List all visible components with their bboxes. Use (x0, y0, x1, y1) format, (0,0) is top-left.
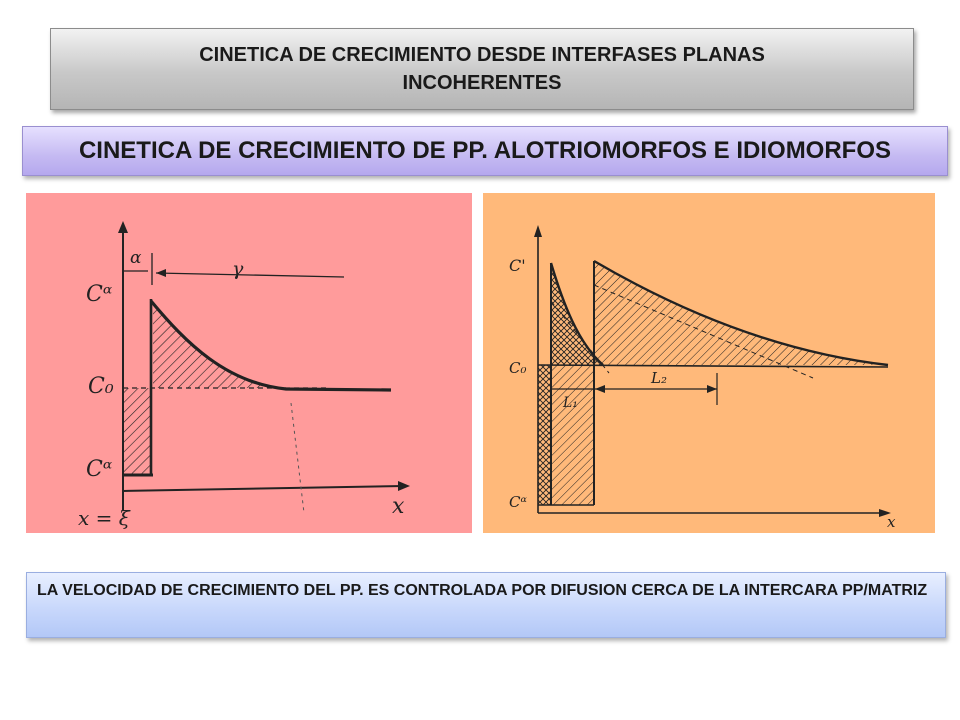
title-banner (50, 28, 914, 110)
label-c0: C₀ (509, 359, 527, 377)
right-diagram-svg (483, 193, 935, 533)
cross-hatched-precipitate-1 (538, 365, 551, 505)
concentration-profile-diagram-left (26, 193, 472, 533)
label-gamma: γ (232, 258, 244, 280)
y-axis-arrow (118, 221, 128, 233)
slide-subtitle: CINETICA DE CRECIMIENTO DE PP. ALOTRIOMORFOS E IDIOMORFOS (78, 137, 892, 164)
y-axis-arrow (534, 225, 542, 237)
hatched-area-precipitate-2 (551, 365, 594, 505)
dashed-ref-line (291, 403, 304, 513)
subtitle-banner (22, 126, 948, 176)
hatched-area-alpha (123, 388, 151, 476)
conclusion-text: LA VELOCIDAD DE CRECIMIENTO DEL PP. ES CONTROLADA POR DIFUSION CERCA DE LA INTERCARA PP/MATRIZ (37, 582, 928, 599)
label-l2: L₂ (651, 369, 667, 387)
left-diagram-svg (26, 193, 472, 533)
label-alpha: α (130, 248, 142, 268)
gamma-arrowhead (156, 269, 166, 277)
slide-title: CINETICA DE CRECIMIENTO DESDE INTERFASES PLANAS INCOHERENTES (199, 44, 765, 94)
label-l1: L₁ (563, 395, 578, 411)
conclusion-banner (26, 572, 946, 638)
label-x-axis: x (392, 494, 405, 519)
concentration-profile-diagram-right (483, 193, 935, 533)
l2-arrowhead-left (595, 385, 605, 393)
hatched-area-gamma (153, 301, 286, 388)
label-c-alpha: Cᵅ (509, 493, 527, 511)
x-axis (123, 486, 404, 491)
label-c-alpha-top: Cᵅ (86, 282, 113, 307)
x-axis-arrow (398, 481, 410, 491)
l2-arrowhead-right (707, 385, 717, 393)
label-x-axis: x (887, 513, 896, 531)
label-c-prime: C' (509, 256, 526, 275)
label-c-alpha-bottom: Cᵅ (86, 457, 113, 482)
label-c0: C₀ (88, 374, 114, 399)
gamma-arrow (156, 273, 344, 277)
label-interface: x = ξ (78, 506, 130, 530)
hatched-area-profile-2 (594, 261, 888, 365)
